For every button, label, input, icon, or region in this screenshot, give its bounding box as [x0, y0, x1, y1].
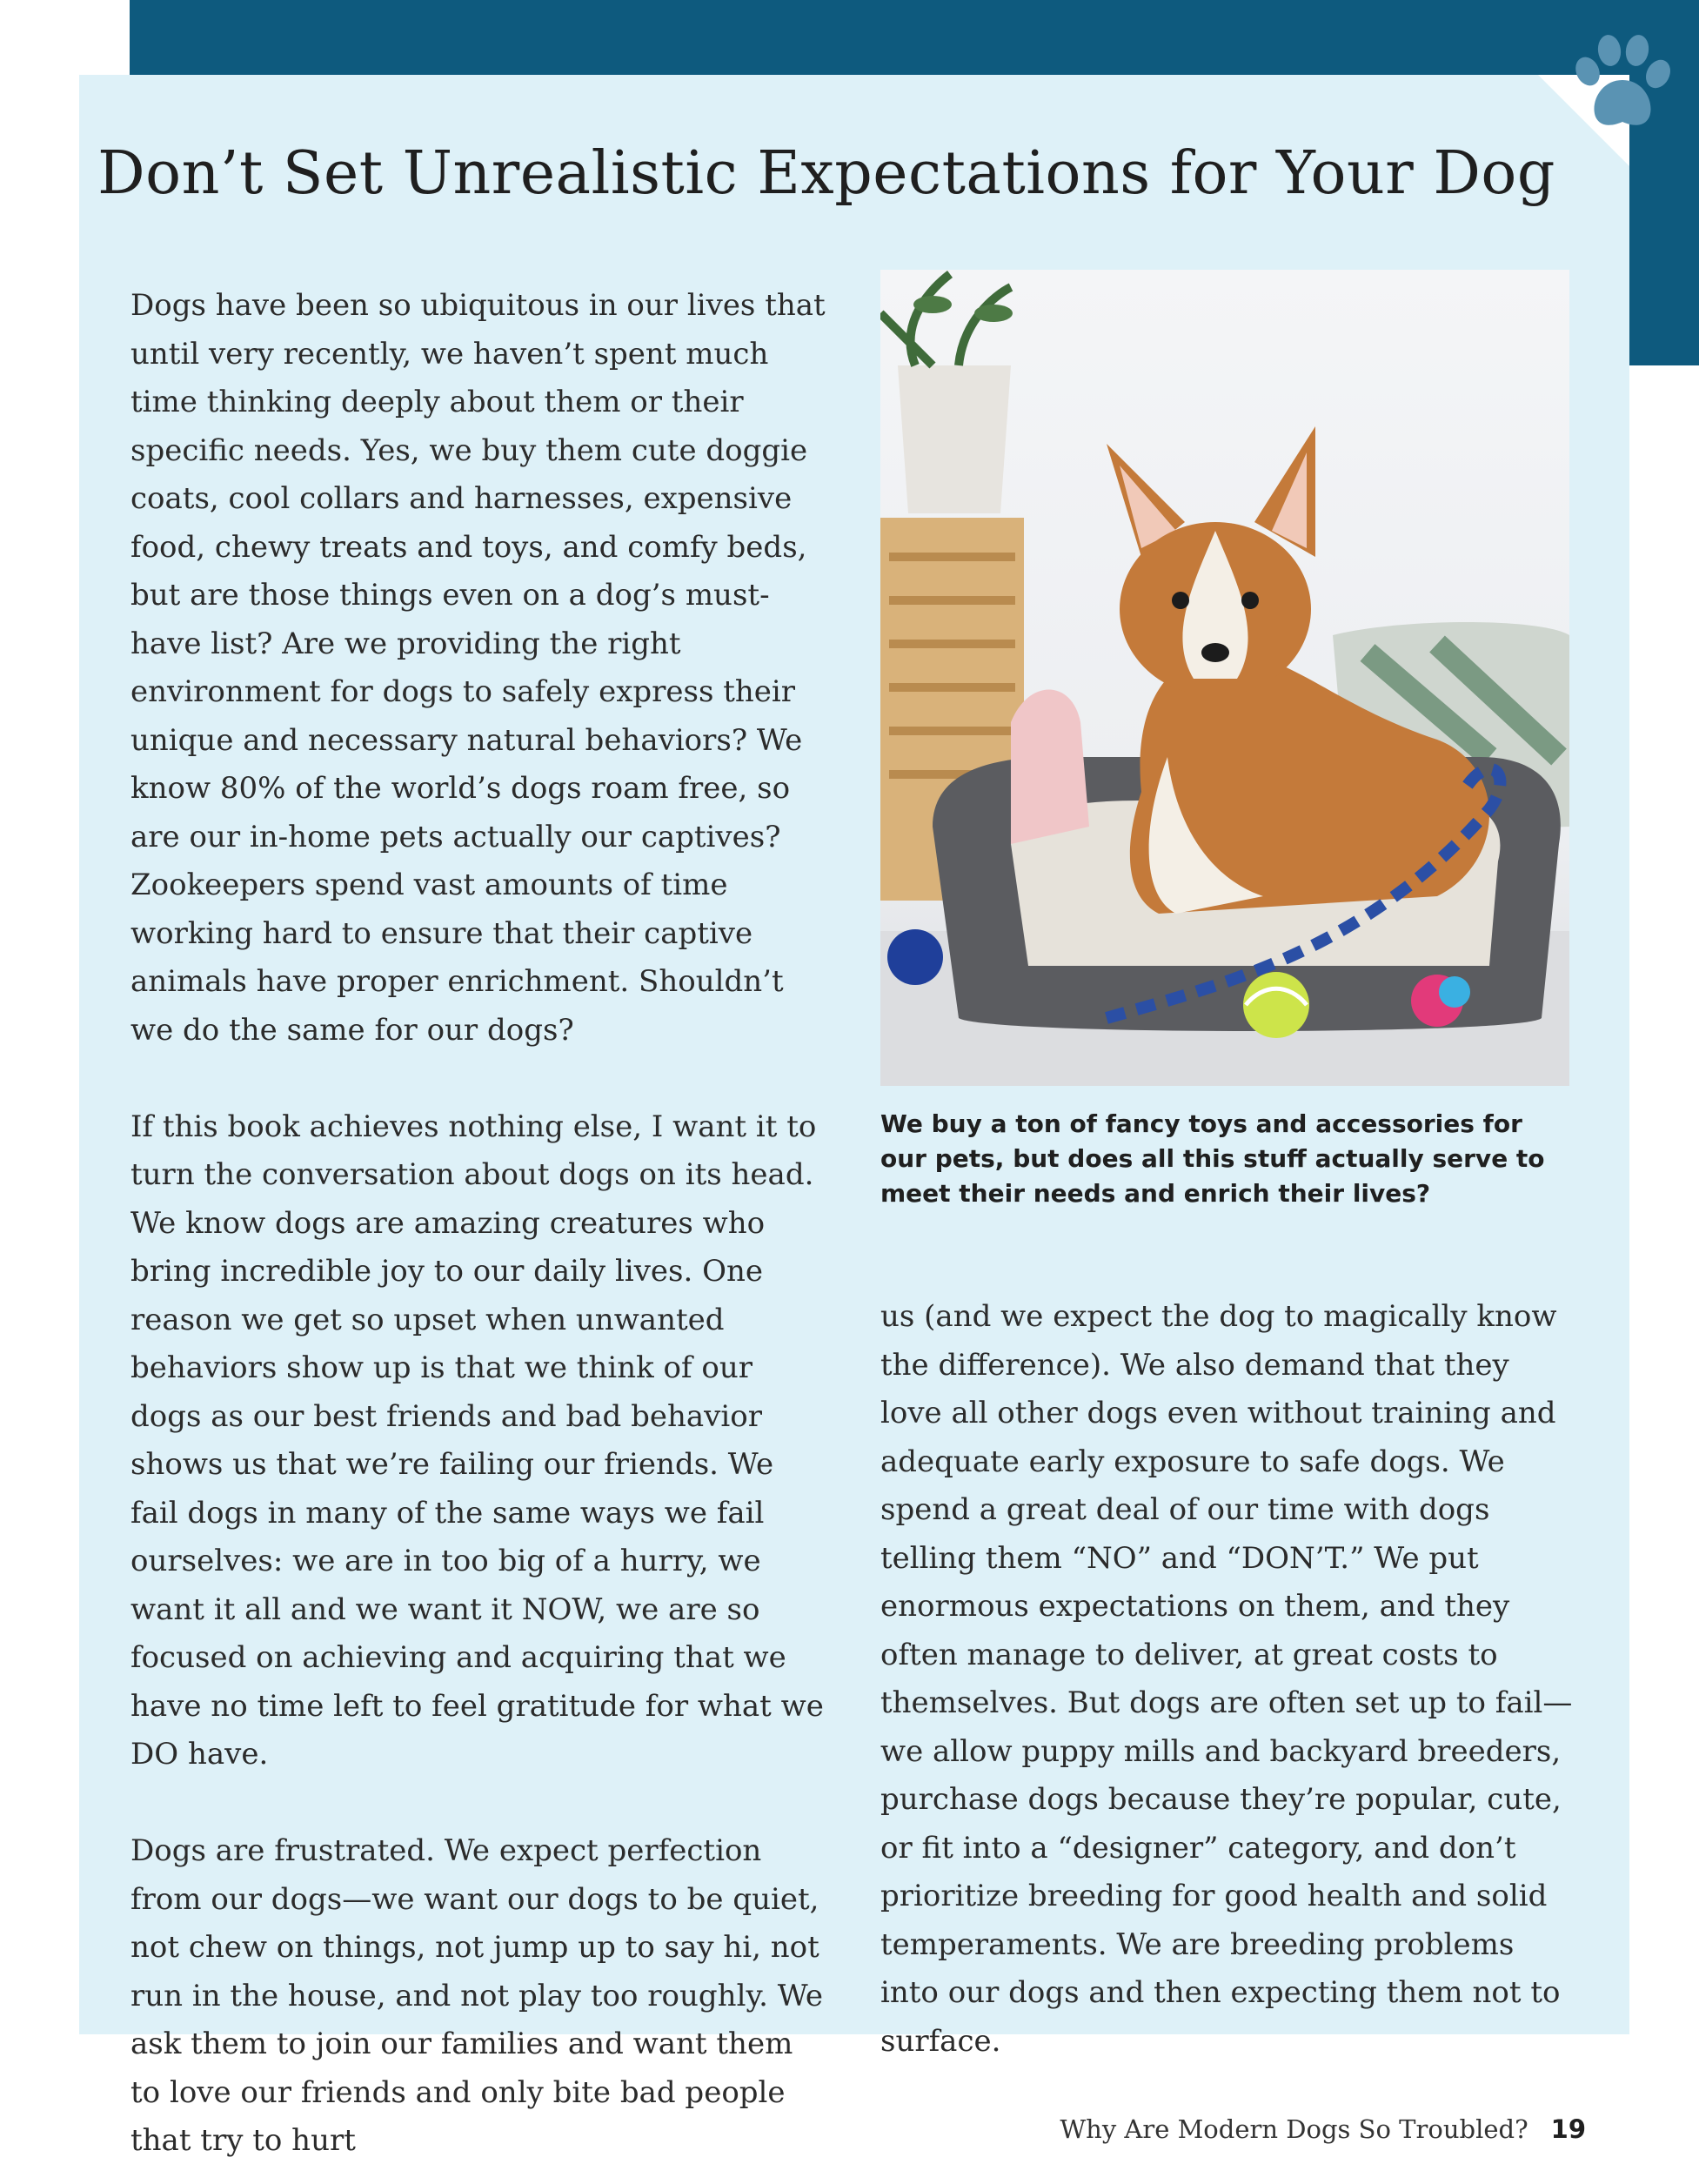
paw-print-icon	[1566, 26, 1679, 139]
corgi-illustration	[880, 270, 1569, 1086]
body-paragraph: us (and we expect the dog to magically know the difference). We also demand that they love all other dogs even without training and adequate early exposure to safe dogs. We spend a great deal of our time with dogs telling them “NO” and “DON’T.” We put enormous expectations on them, and they often manage to deliver, at great costs to themselves. But dogs are often set up to fail—we allow puppy mills and backyard breeders, purchase dogs because they’re popular, cute, or fit into a “designer” category, and don’t prioritize breeding for good health and solid temperaments. We are breeding problems into our dogs and then expecting them not to surface.	[880, 1299, 1573, 2059]
left-column	[130, 282, 826, 2166]
page-footer	[1060, 2114, 1586, 2144]
corgi-photo	[880, 270, 1569, 1086]
page-number: 19	[1550, 2114, 1586, 2144]
body-paragraph: If this book achieves nothing else, I want it to turn the conversation about dogs on its head. We know dogs are amazing creatures who bring incredible joy to our daily lives. One reason we get so upset when unwanted behaviors show up is that we think of our dogs as our best friends and bad behavior shows us that we’re failing our friends. We fail dogs in many of the same ways we fail ourselves: we are in too big of a hurry, we want it all and we want it NOW, we are so focused on achieving and acquiring that we have no time left to feel gratitude for what we DO have.	[130, 1109, 824, 1772]
body-paragraph: Dogs are frustrated. We expect perfection from our dogs—we want our dogs to be quiet, not chew on things, not jump up to say hi, not run in the house, and not play too roughly. We ask them to join our families and want them to love our friends and only bite bad people that try to hurt	[130, 1833, 824, 2158]
header-band	[130, 0, 1699, 75]
page-heading: Don’t Set Unrealistic Expectations for Your Dog	[97, 139, 1555, 208]
body-paragraph: Dogs have been so ubiquitous in our lives that until very recently, we haven’t spent much time thinking deeply about them or their specific needs. Yes, we buy them cute doggie coats, cool collars and harnesses, expensive food, chewy treats and toys, and comfy beds, but are those things even on a dog’s must-have list? Are we providing the right environment for dogs to safely express their unique and necessary natural behaviors? We know 80% of the world’s dogs roam free, so are our in-home pets actually our captives? Zookeepers spend vast amounts of time working hard to ensure that their captive animals have proper enrichment. Shouldn’t we do the same for our dogs?	[130, 288, 826, 1048]
right-column	[880, 1293, 1576, 2066]
running-head: Why Are Modern Dogs So Troubled?	[1060, 2114, 1528, 2144]
photo-caption: We buy a ton of fancy toys and accessories for our pets, but does all this stuff actually serve to meet their needs and enrich their lives?	[880, 1109, 1545, 1208]
